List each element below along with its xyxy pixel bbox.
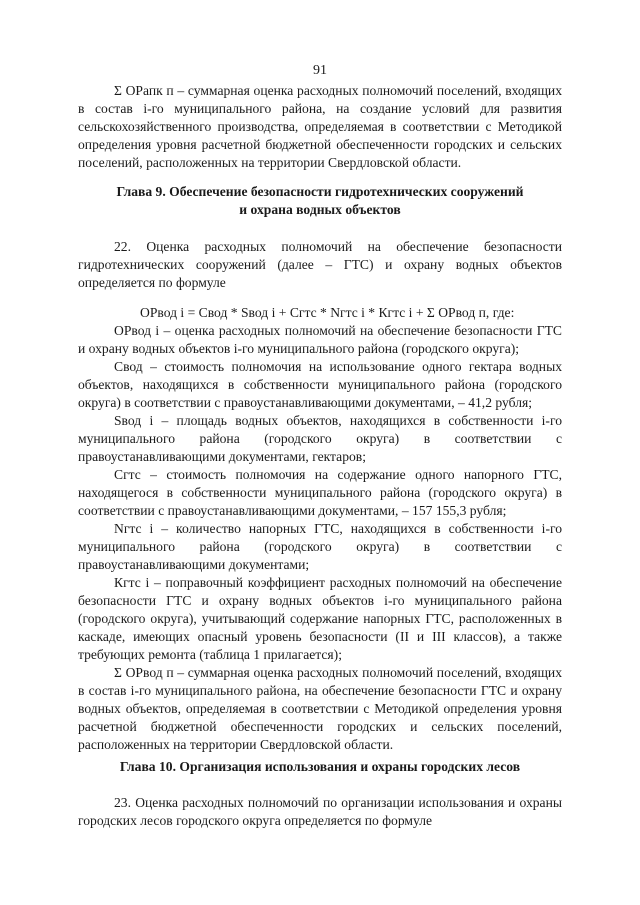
definition-sgts: Сгтс – стоимость полномочия на содержание одного напорного ГТС, находящегося в собственности муниципального района (городского округа) в соответствии с правоустанавливающими документами, – 157 155,3 рубля; (78, 467, 562, 518)
section-22-lead: 22. Оценка расходных полномочий на обеспечение безопасности гидротехнических сооружений (далее – ГТС) и охрану водных объектов определяется по формуле (78, 239, 562, 290)
definition-k-gts-i: Кгтс i – поправочный коэффициент расходных полномочий на обеспечение безопасности ГТС и охрану водных объектов i-го муниципального района (городского округа), учитывающий содержание напорных ГТС, расположенных в каскаде, имеющих опасный уровень безопасности (II и III классов), а также требующих ремонта (таблица 1 прилагается); (78, 575, 562, 662)
intro-block (78, 82, 562, 172)
page-number: 91 (313, 63, 327, 78)
chapter-9-title-line-1: Глава 9. Обеспечение безопасности гидротехнических сооружений (116, 184, 524, 199)
definition-svod: Свод – стоимость полномочия на использование одного гектара водных объектов, находящихся в собственности муниципального района (городского округа) в соответствии с правоустанавливающими документами, – 41,2 рубля; (78, 359, 562, 410)
section-22-lead-block (78, 238, 562, 292)
intro-paragraph: Σ ОРапк п – суммарная оценка расходных полномочий поселений, входящих в состав i-го муниципального района, на создание условий для развития сельскохозяйственного производства, определяемая в соответствии с Методикой определения уровня расчетной бюджетной обеспеченности городских и сельских поселений, расположенных на территории Свердловской области. (78, 83, 562, 170)
definition-sum-orvod-p: Σ ОРвод п – суммарная оценка расходных полномочий поселений, входящих в состав i-го муниципального района, на обеспечение безопасности ГТС и охрану водных объектов, определяемая в соответствии с Методикой определения уровня расчетной бюджетной обеспеченности городских и сельских поселений, расположенных на территории Свердловской области. (78, 665, 562, 752)
chapter-9-title-line-2: и охрана водных объектов (239, 202, 401, 217)
section-23-lead: 23. Оценка расходных полномочий по организации использования и охраны городских лесов городского округа определяется по формуле (78, 795, 562, 828)
chapter-9-heading (60, 183, 580, 219)
section-23-block (78, 794, 562, 830)
definition-orvod-i: ОРвод i – оценка расходных полномочий на обеспечение безопасности ГТС и охрану водных объектов i-го муниципального района (городского округа); (78, 323, 562, 356)
formula-orvod: ОРвод i = Свод * Sвод i + Сгтс * Nгтс i * Кгтс i + Σ ОРвод п, где: (140, 305, 515, 320)
chapter-10-heading: Глава 10. Организация использования и охраны городских лесов (119, 759, 521, 774)
section-22-body (78, 304, 562, 754)
definition-s-vod-i: Sвод i – площадь водных объектов, находящихся в собственности i-го муниципального района (городского округа) в соответствии с правоустанавливающими документами, гектаров; (78, 413, 562, 464)
definition-n-gts-i: Nгтс i – количество напорных ГТС, находящихся в собственности i-го муниципального района (городского округа) в соответствии с правоустанавливающими документами; (78, 521, 562, 572)
